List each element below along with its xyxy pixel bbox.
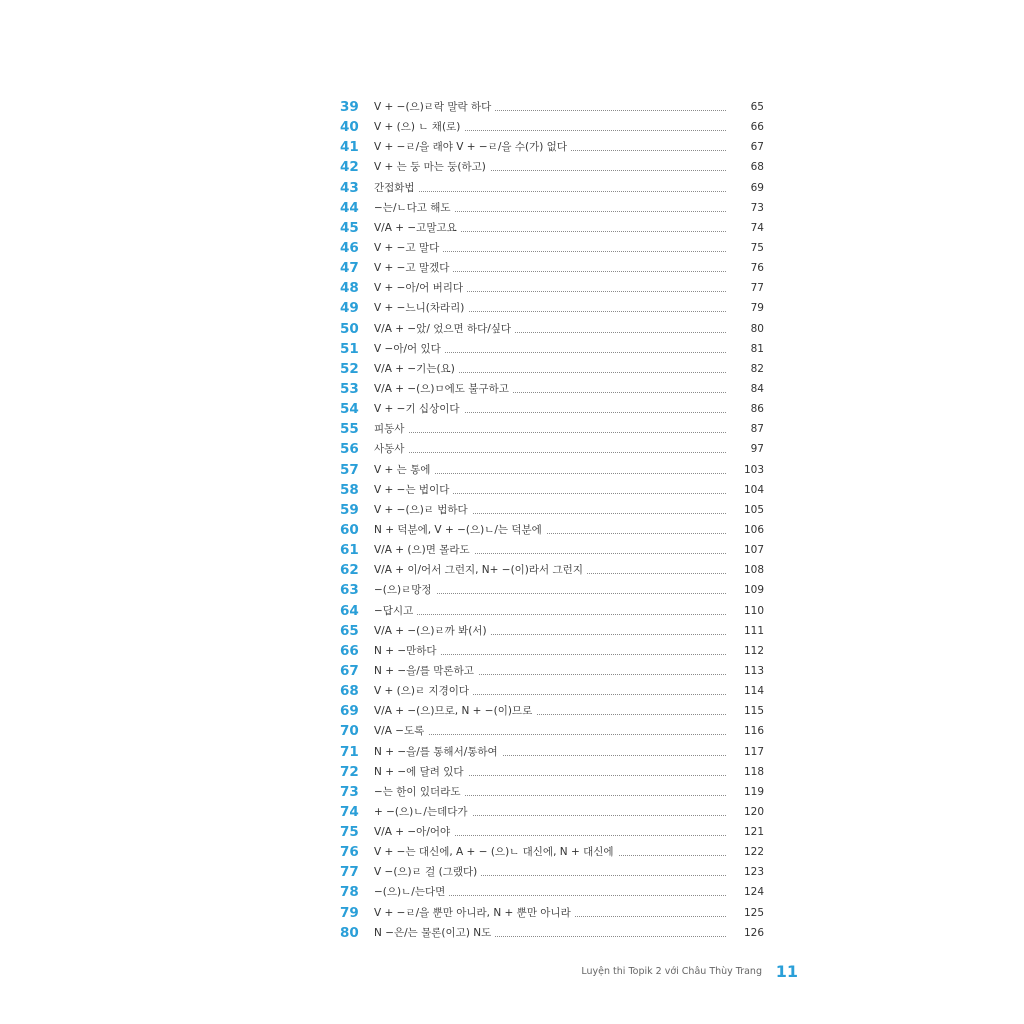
toc-entry bbox=[340, 701, 770, 721]
toc-entry bbox=[340, 782, 770, 802]
toc-entry-number: 75 bbox=[340, 824, 359, 841]
toc-entry-page: 108 bbox=[743, 564, 764, 577]
toc-entry-page: 123 bbox=[743, 866, 764, 879]
toc-entry-title: −답시고 bbox=[374, 601, 417, 621]
toc-entry bbox=[340, 379, 770, 399]
toc-entry bbox=[340, 621, 770, 641]
toc-entry bbox=[340, 460, 770, 480]
toc-entry-page: 77 bbox=[750, 282, 764, 295]
toc-entry-title: V + −느니(차라리) bbox=[374, 298, 468, 318]
toc-entry-number: 68 bbox=[340, 683, 359, 700]
toc-entry-page: 81 bbox=[750, 342, 764, 355]
toc-entry-number: 48 bbox=[340, 280, 359, 297]
dot-leader bbox=[374, 191, 726, 192]
toc-entry-page: 115 bbox=[743, 705, 764, 718]
toc-entry bbox=[340, 681, 770, 701]
toc-entry-page: 106 bbox=[743, 523, 764, 536]
toc-entry bbox=[340, 882, 770, 902]
toc-entry-title: V + −는 대신에, A + − (으)ㄴ 대신에, N + 대신에 bbox=[374, 842, 618, 862]
toc-entry-number: 59 bbox=[340, 501, 359, 518]
toc-entry-title: V/A + −기는(요) bbox=[374, 359, 459, 379]
toc-entry-number: 65 bbox=[340, 622, 359, 639]
toc-entry-page: 67 bbox=[750, 141, 764, 154]
toc-entry-page: 76 bbox=[750, 262, 764, 275]
toc-entry bbox=[340, 399, 770, 419]
footer-page-number: 11 bbox=[775, 962, 798, 981]
toc-entry-number: 51 bbox=[340, 340, 359, 357]
toc-entry-number: 80 bbox=[340, 924, 359, 941]
toc-entry-number: 46 bbox=[340, 239, 359, 256]
toc-entry-page: 84 bbox=[750, 382, 764, 395]
toc-entry-number: 61 bbox=[340, 542, 359, 559]
toc-entry-page: 122 bbox=[743, 846, 764, 859]
toc-entry-title: V/A + 이/어서 그런지, N+ −(이)라서 그런지 bbox=[374, 560, 587, 580]
toc-entry-title: V + −아/어 버리다 bbox=[374, 278, 467, 298]
toc-entry-title: −(으)ㄹ망정 bbox=[374, 580, 436, 600]
toc-entry-title: −는 한이 있더라도 bbox=[374, 782, 464, 802]
toc-entry bbox=[340, 97, 770, 117]
toc-entry-page: 80 bbox=[750, 322, 764, 335]
toc-entry-number: 70 bbox=[340, 723, 359, 740]
toc-entry-page: 87 bbox=[750, 423, 764, 436]
toc-entry-title: V + −ㄹ/을 뿐만 아니라, N + 뿐만 아니라 bbox=[374, 903, 575, 923]
footer-book-title: Luyện thi Topik 2 với Châu Thùy Trang bbox=[581, 966, 762, 977]
toc-entry bbox=[340, 822, 770, 842]
toc-entry-number: 72 bbox=[340, 763, 359, 780]
toc-entry bbox=[340, 903, 770, 923]
toc-entry-title: 간접화법 bbox=[374, 178, 419, 198]
toc-entry-title: V + −(으)ㄹ락 말락 하다 bbox=[374, 97, 495, 117]
toc-entry-title: V + (으) ㄴ 채(로) bbox=[374, 117, 464, 137]
toc-entry bbox=[340, 439, 770, 459]
toc-entry-number: 53 bbox=[340, 380, 359, 397]
toc-entry-number: 41 bbox=[340, 139, 359, 156]
toc-entry-title: V/A + −았/ 었으면 하다/싶다 bbox=[374, 319, 515, 339]
toc-entry-page: 112 bbox=[743, 644, 764, 657]
toc-entry bbox=[340, 278, 770, 298]
toc-entry-number: 66 bbox=[340, 642, 359, 659]
toc-entry bbox=[340, 520, 770, 540]
toc-entry-page: 73 bbox=[750, 201, 764, 214]
toc-entry-number: 50 bbox=[340, 320, 359, 337]
toc-entry-page: 97 bbox=[750, 443, 764, 456]
toc-entry-number: 60 bbox=[340, 521, 359, 538]
toc-entry-number: 54 bbox=[340, 401, 359, 418]
toc-entry bbox=[340, 742, 770, 762]
toc-entry bbox=[340, 721, 770, 741]
toc-entry bbox=[340, 319, 770, 339]
toc-entry-title: −는/ㄴ다고 해도 bbox=[374, 198, 455, 218]
toc-entry bbox=[340, 580, 770, 600]
toc-entry-page: 124 bbox=[743, 886, 764, 899]
toc-entry bbox=[340, 238, 770, 258]
toc-entry-page: 114 bbox=[743, 685, 764, 698]
toc-entry-page: 125 bbox=[743, 906, 764, 919]
toc-entry-number: 56 bbox=[340, 441, 359, 458]
toc-entry bbox=[340, 298, 770, 318]
toc-entry-page: 113 bbox=[743, 664, 764, 677]
toc-entry-number: 71 bbox=[340, 743, 359, 760]
toc-entry bbox=[340, 560, 770, 580]
toc-entry-number: 76 bbox=[340, 844, 359, 861]
toc-entry bbox=[340, 842, 770, 862]
toc-entry-title: V/A + −(으)므로, N + −(이)므로 bbox=[374, 701, 536, 721]
toc-entry-page: 69 bbox=[750, 181, 764, 194]
toc-entry-page: 103 bbox=[743, 463, 764, 476]
toc-entry-number: 43 bbox=[340, 179, 359, 196]
toc-entry-number: 67 bbox=[340, 662, 359, 679]
toc-entry-title: N + −만하다 bbox=[374, 641, 441, 661]
toc-entry-page: 111 bbox=[743, 624, 764, 637]
toc-entry-number: 57 bbox=[340, 461, 359, 478]
toc-entry-page: 126 bbox=[743, 926, 764, 939]
toc-entry-title: V + −기 십상이다 bbox=[374, 399, 464, 419]
toc-entry-number: 78 bbox=[340, 884, 359, 901]
toc-entry-number: 64 bbox=[340, 602, 359, 619]
toc-entry-title: V/A −도록 bbox=[374, 721, 428, 741]
toc-entry-number: 62 bbox=[340, 562, 359, 579]
toc-entry-page: 82 bbox=[750, 362, 764, 375]
toc-entry bbox=[340, 480, 770, 500]
toc-entry bbox=[340, 258, 770, 278]
toc-entry-page: 117 bbox=[743, 745, 764, 758]
toc-entry-number: 73 bbox=[340, 783, 359, 800]
toc-entry-title: V/A + −아/어야 bbox=[374, 822, 454, 842]
dot-leader bbox=[374, 432, 726, 433]
toc-entry-number: 63 bbox=[340, 582, 359, 599]
toc-entry-title: N + −을/를 막론하고 bbox=[374, 661, 478, 681]
toc-entry-title: V + 는 통에 bbox=[374, 460, 434, 480]
toc-entry-title: 피동사 bbox=[374, 419, 408, 439]
toc-entry-title: V + 는 둥 마는 둥(하고) bbox=[374, 157, 490, 177]
toc-entry-number: 69 bbox=[340, 703, 359, 720]
toc-entry-title: V + −(으)ㄹ 법하다 bbox=[374, 500, 472, 520]
toc-entry-number: 49 bbox=[340, 300, 359, 317]
toc-entry-number: 45 bbox=[340, 219, 359, 236]
toc-entry-title: V + −ㄹ/을 래야 V + −ㄹ/을 수(가) 없다 bbox=[374, 137, 571, 157]
toc-entry bbox=[340, 339, 770, 359]
toc-entry-page: 75 bbox=[750, 241, 764, 254]
toc-entry-title: + −(으)ㄴ/는데다가 bbox=[374, 802, 472, 822]
toc-entry-number: 58 bbox=[340, 481, 359, 498]
toc-entry-title: N + 덕분에, V + −(으)ㄴ/는 덕분에 bbox=[374, 520, 546, 540]
toc-entry bbox=[340, 802, 770, 822]
toc-entry-title: V + −고 말겠다 bbox=[374, 258, 453, 278]
toc-entry bbox=[340, 117, 770, 137]
toc-entry-title: N + −을/를 통해서/통하여 bbox=[374, 742, 502, 762]
toc-entry-title: N −은/는 물론(이고) N도 bbox=[374, 923, 495, 943]
toc-entry-number: 44 bbox=[340, 199, 359, 216]
toc-entry bbox=[340, 218, 770, 238]
toc-entry-page: 66 bbox=[750, 121, 764, 134]
toc-entry-title: V + −고 말다 bbox=[374, 238, 443, 258]
toc-entry-title: 사동사 bbox=[374, 439, 408, 459]
toc-entry-page: 68 bbox=[750, 161, 764, 174]
toc-entry bbox=[340, 157, 770, 177]
toc-entry-title: −(으)ㄴ/는다면 bbox=[374, 882, 449, 902]
toc-entry-page: 105 bbox=[743, 503, 764, 516]
toc-entry-title: V −(으)ㄹ 걸 (그랬다) bbox=[374, 862, 481, 882]
toc-entry-number: 79 bbox=[340, 904, 359, 921]
toc-entry-page: 65 bbox=[750, 101, 764, 113]
toc-entry-title: V/A + −고말고요 bbox=[374, 218, 461, 238]
toc-entry-page: 119 bbox=[743, 785, 764, 798]
toc-entry bbox=[340, 500, 770, 520]
toc-entry bbox=[340, 359, 770, 379]
toc-entry bbox=[340, 540, 770, 560]
toc-entry bbox=[340, 601, 770, 621]
toc-entry-title: V/A + −(으)ㄹ까 봐(서) bbox=[374, 621, 491, 641]
toc-entry bbox=[340, 762, 770, 782]
toc-entry-page: 86 bbox=[750, 403, 764, 416]
toc-entry bbox=[340, 178, 770, 198]
toc-entry bbox=[340, 641, 770, 661]
toc-entry bbox=[340, 923, 770, 943]
toc-entry-title: V + −는 법이다 bbox=[374, 480, 453, 500]
toc-entry bbox=[340, 137, 770, 157]
toc-entry-title: N + −에 달려 있다 bbox=[374, 762, 468, 782]
toc-entry-page: 116 bbox=[743, 725, 764, 738]
toc-entry-title: V + (으)ㄹ 지경이다 bbox=[374, 681, 473, 701]
page-footer bbox=[560, 962, 800, 986]
toc-entry-number: 55 bbox=[340, 421, 359, 438]
toc-entry-page: 118 bbox=[743, 765, 764, 778]
table-of-contents bbox=[340, 97, 770, 943]
toc-entry-page: 104 bbox=[743, 483, 764, 496]
toc-entry-page: 74 bbox=[750, 221, 764, 234]
toc-entry bbox=[340, 661, 770, 681]
toc-entry-title: V/A + (으)면 몰라도 bbox=[374, 540, 474, 560]
toc-entry-page: 107 bbox=[743, 544, 764, 557]
dot-leader bbox=[374, 452, 726, 453]
toc-entry bbox=[340, 862, 770, 882]
dot-leader bbox=[374, 614, 726, 615]
toc-entry-number: 42 bbox=[340, 159, 359, 176]
toc-entry-number: 52 bbox=[340, 360, 359, 377]
toc-entry-number: 40 bbox=[340, 119, 359, 136]
toc-entry-page: 109 bbox=[743, 584, 764, 597]
toc-entry-title: V/A + −(으)ㅁ에도 불구하고 bbox=[374, 379, 513, 399]
toc-entry bbox=[340, 419, 770, 439]
toc-entry-number: 47 bbox=[340, 260, 359, 277]
toc-entry-number: 39 bbox=[340, 99, 359, 115]
toc-entry-number: 74 bbox=[340, 803, 359, 820]
toc-entry bbox=[340, 198, 770, 218]
toc-entry-page: 121 bbox=[743, 826, 764, 839]
toc-entry-title: V −아/어 있다 bbox=[374, 339, 445, 359]
toc-entry-page: 110 bbox=[743, 604, 764, 617]
toc-entry-page: 120 bbox=[743, 805, 764, 818]
toc-entry-page: 79 bbox=[750, 302, 764, 315]
toc-entry-number: 77 bbox=[340, 864, 359, 881]
